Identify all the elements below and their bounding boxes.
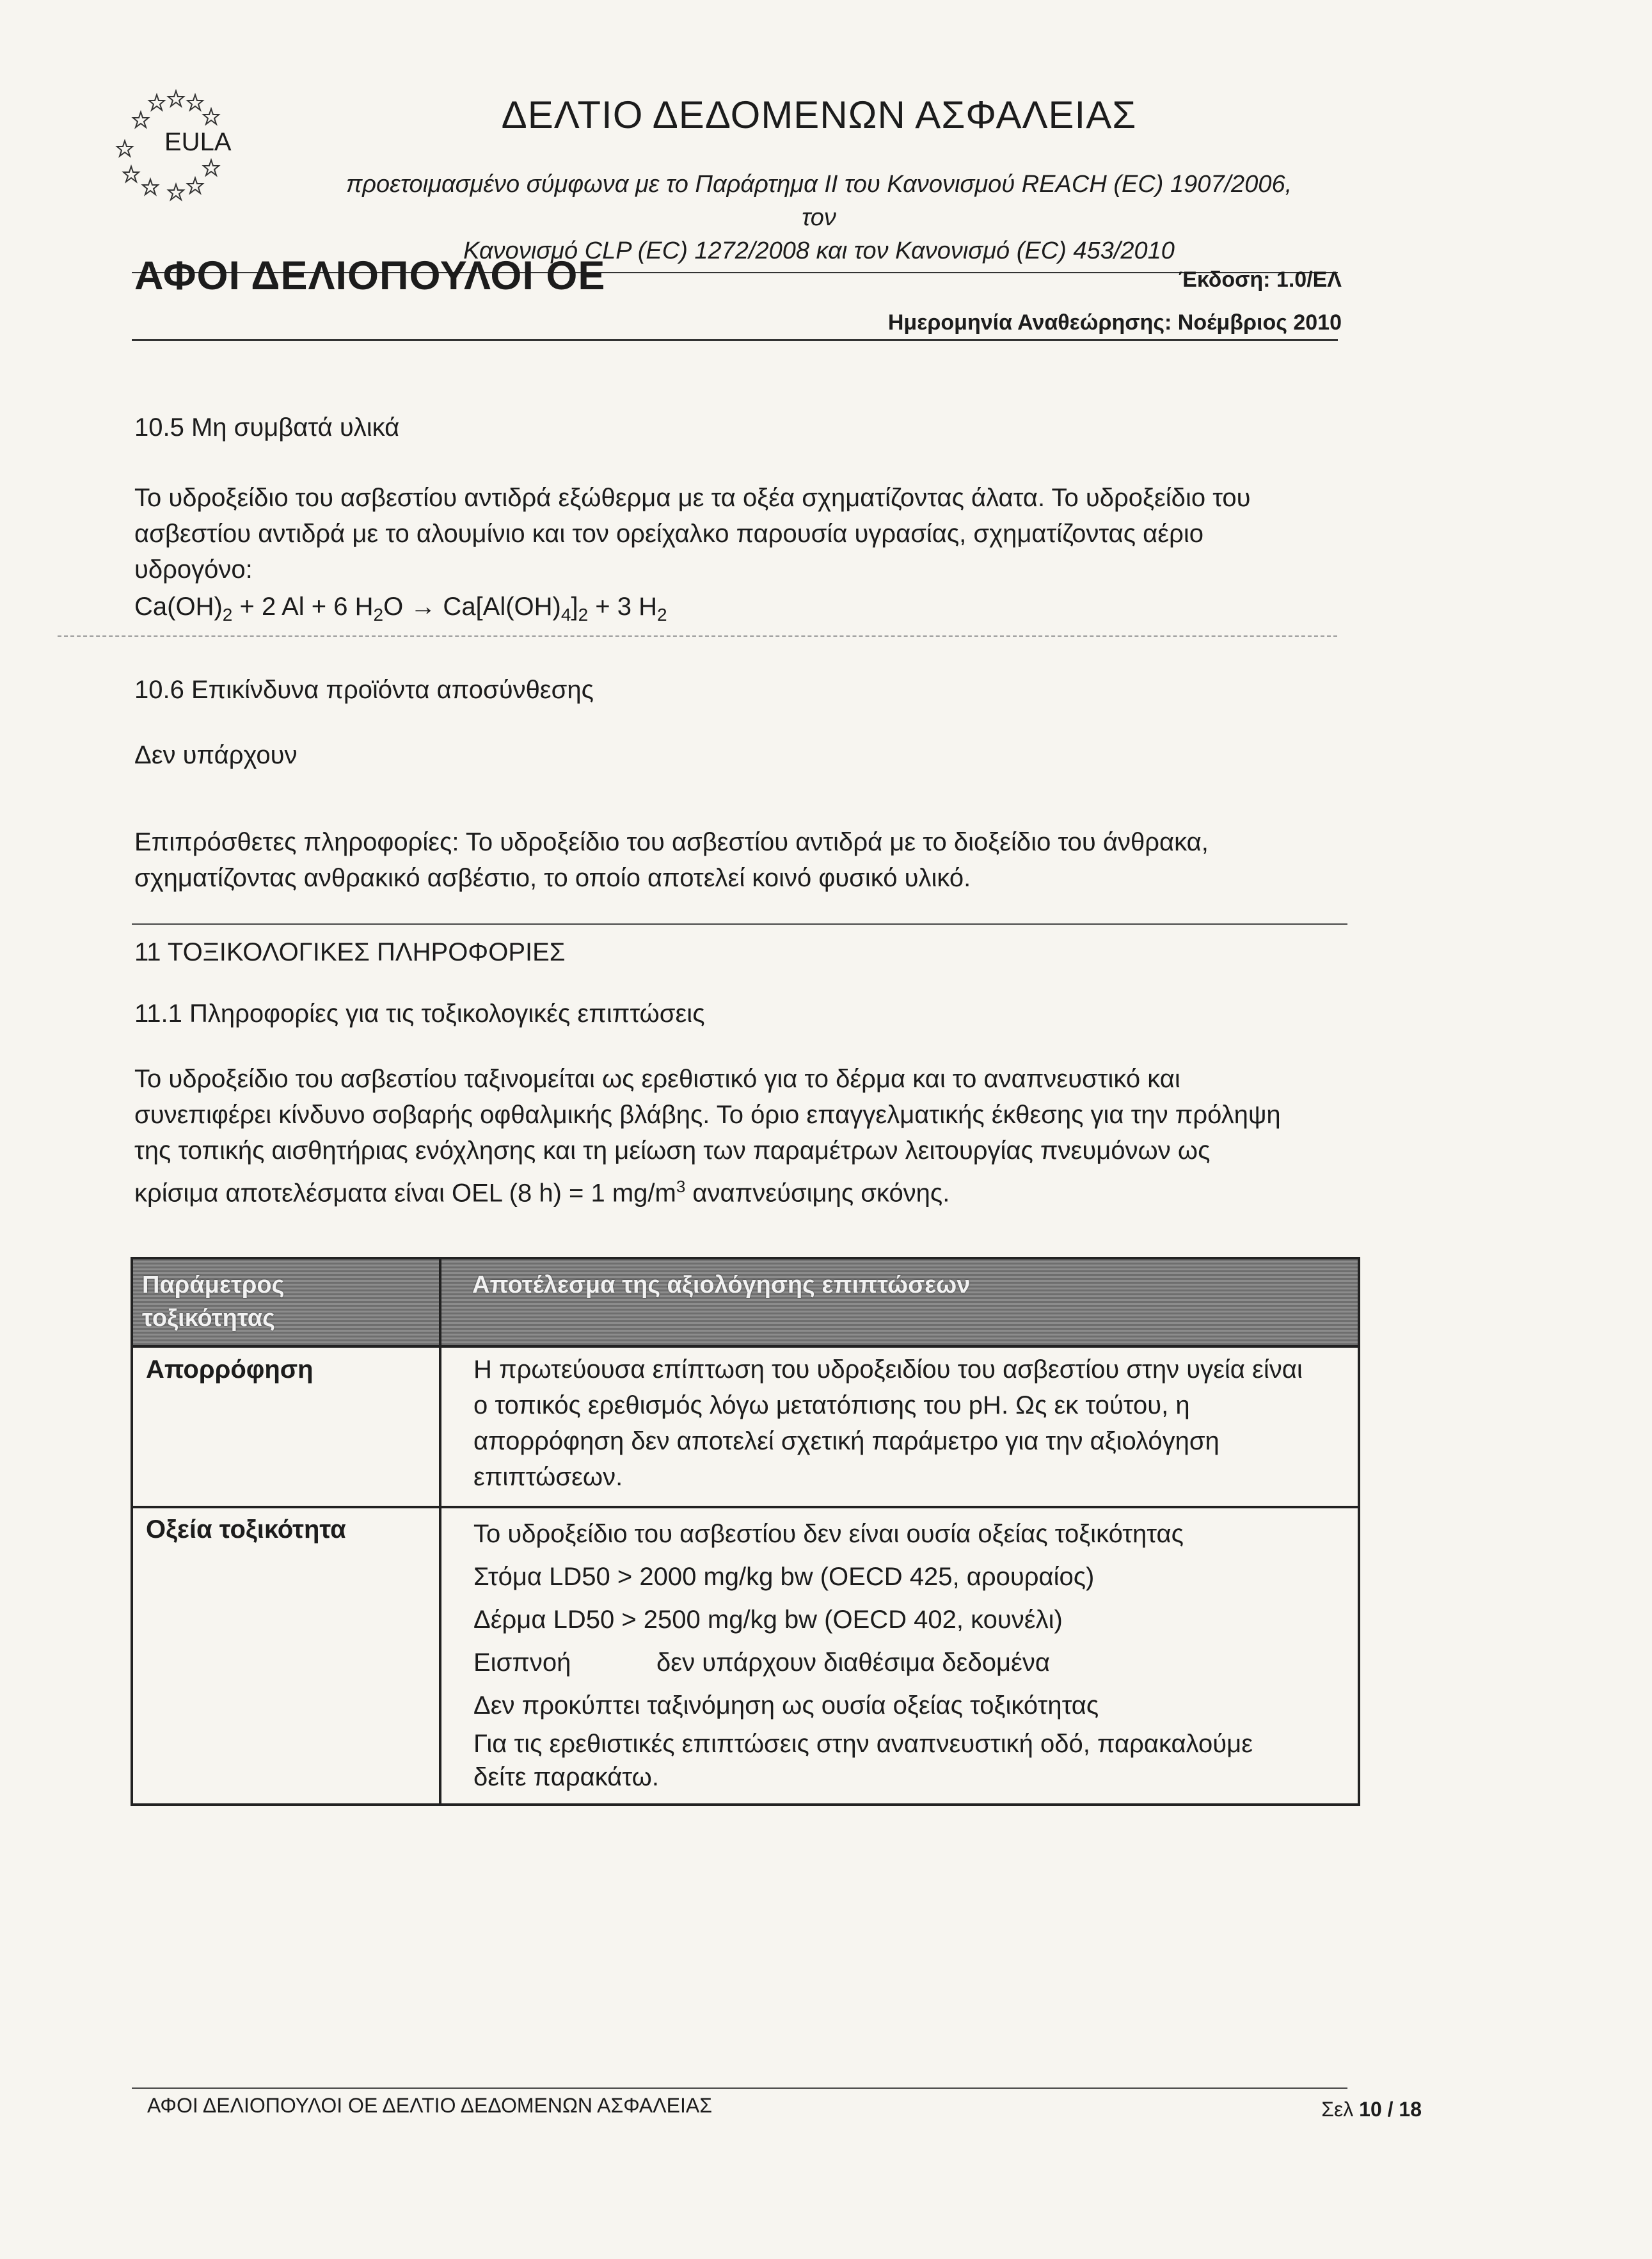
eq-subscript: 2 xyxy=(373,605,384,625)
text-line: συνεπιφέρει κίνδυνο σοβαρής οφθαλμικής βλάβης. Το όριο επαγγελματικής έκθεσης για την πρόληψη xyxy=(134,1101,1281,1129)
text-line: της τοπικής αισθητήριας ενόχλησης και τη μείωση των παραμέτρων λειτουργίας πνευμόνων ως xyxy=(134,1137,1211,1165)
eq-part: Ca(OH) xyxy=(134,593,223,621)
company-name: ΑΦΟΙ ΔΕΛΙΟΠΟΥΛΟΙ ΟΕ xyxy=(134,253,606,298)
eq-part: + 2 Al + 6 H xyxy=(232,593,374,621)
header-divider-bottom xyxy=(132,339,1338,341)
text-line: Για τις ερεθιστικές επιπτώσεις στην αναπνευστική οδό, παρακαλούμε xyxy=(473,1730,1253,1758)
text-line: ο τοπικός ερεθισμός λόγω μετατόπισης του pH. Ως εκ τούτου, η xyxy=(473,1391,1190,1419)
section-10-6-heading: 10.6 Επικίνδυνα προϊόντα αποσύνθεσης xyxy=(134,676,594,704)
column-header-parameter xyxy=(142,1268,284,1335)
table-header-row xyxy=(133,1259,1358,1348)
regulation-line-2: Κανονισμό CLP (EC) 1272/2008 και τον Κανονισμό (EC) 453/2010 xyxy=(463,237,1175,264)
eula-logo xyxy=(112,83,266,211)
arrow-icon: → xyxy=(410,593,436,621)
section-11-heading: 11 ΤΟΞΙΚΟΛΟΓΙΚΕΣ ΠΛΗΡΟΦΟΡΙΕΣ xyxy=(134,938,566,966)
text-line: υδρογόνο: xyxy=(134,555,253,584)
text-line: Το υδροξείδιο του ασβεστίου αντιδρά εξώθερμα με τα οξέα σχηματίζοντας άλατα. Το υδροξείδιο του xyxy=(134,484,1251,512)
document-title: ΔΕΛΤΙΟ ΔΕΔΟΜΕΝΩΝ ΑΣΦΑΛΕΙΑΣ xyxy=(501,93,1137,136)
eq-subscript: 2 xyxy=(657,605,667,625)
eq-part: ] xyxy=(571,593,578,621)
section-11-1-paragraph xyxy=(134,1061,1362,1211)
regulation-line-1: προετοιμασμένο σύμφωνα με το Παράρτημα II του Κανονισμού REACH (EC) 1907/2006, τον xyxy=(345,171,1292,231)
section-10-5-heading: 10.5 Μη συμβατά υλικά xyxy=(134,413,400,442)
footer-document-name: ΑΦΟΙ ΔΕΛΙΟΠΟΥΛΟΙ ΟΕ ΔΕΛΤΙΟ ΔΕΔΟΜΕΝΩΝ ΑΣΦΑΛΕΙΑΣ xyxy=(147,2094,712,2117)
page-value: 10 / 18 xyxy=(1359,2098,1422,2121)
row-text-absorption xyxy=(473,1352,1331,1495)
text-line: Το υδροξείδιο του ασβεστίου δεν είναι ουσία οξείας τοξικότητας xyxy=(473,1520,1184,1548)
logo-text: EULA xyxy=(164,128,232,156)
footer-divider xyxy=(132,2087,1347,2089)
text-line: απορρόφηση δεν αποτελεί σχετική παράμετρο για την αξιολόγηση xyxy=(473,1427,1219,1455)
text-line xyxy=(473,1727,1331,1794)
superscript: 3 xyxy=(676,1177,686,1196)
toxicity-table xyxy=(131,1257,1360,1806)
row-label-acute-toxicity: Οξεία τοξικότητα xyxy=(146,1515,346,1544)
text-part: αναπνεύσιμης σκόνης. xyxy=(685,1179,950,1208)
section-divider xyxy=(132,923,1347,925)
row-label-absorption: Απορρόφηση xyxy=(146,1355,314,1384)
column-header-result: Αποτέλεσμα της αξιολόγησης επιπτώσεων xyxy=(472,1272,971,1298)
text-line: Το υδροξείδιο του ασβεστίου ταξινομείται ως ερεθιστικό για το δέρμα και το αναπνευστικό και xyxy=(134,1065,1180,1093)
row-divider xyxy=(133,1506,1358,1508)
text-part: κρίσιμα αποτελέσματα είναι OEL (8 h) = 1 mg/m xyxy=(134,1179,676,1208)
revision-date: Ημερομηνία Αναθεώρησης: Νοέμβριος 2010 xyxy=(887,310,1342,335)
eq-subscript: 4 xyxy=(560,605,571,625)
section-10-6-text: Δεν υπάρχουν xyxy=(134,741,298,769)
eq-subscript: 2 xyxy=(222,605,233,625)
header-line: τοξικότητας xyxy=(142,1305,275,1332)
text-line: σχηματίζοντας ανθρακικό ασβέστιο, το οποίο αποτελεί κοινό φυσικό υλικό. xyxy=(134,864,971,892)
section-11-1-heading: 11.1 Πληροφορίες για τις τοξικολογικές επιπτώσεις xyxy=(134,1000,705,1028)
route-value: δεν υπάρχουν διαθέσιμα δεδομένα xyxy=(656,1648,1050,1677)
row-text-acute-toxicity xyxy=(473,1513,1331,1794)
eq-part: + 3 H xyxy=(588,593,658,621)
text-line xyxy=(473,1641,1331,1684)
additional-info-paragraph xyxy=(134,824,1362,896)
eq-part: Ca[Al(OH) xyxy=(436,593,561,621)
text-line: δείτε παρακάτω. xyxy=(473,1763,659,1791)
header-line: Παράμετρος xyxy=(142,1272,285,1298)
text-line: Δέρμα LD50 > 2500 mg/kg bw (OECD 402, κουνέλι) xyxy=(473,1606,1063,1634)
text-line: ασβεστίου αντιδρά με το αλουμίνιο και τον ορείχαλκο παρουσία υγρασίας, σχηματίζοντας αέριο xyxy=(134,520,1203,548)
eq-subscript: 2 xyxy=(578,605,589,625)
text-line: Δεν προκύπτει ταξινόμηση ως ουσία οξείας τοξικότητας xyxy=(473,1691,1099,1720)
text-line xyxy=(134,1169,1362,1211)
eq-part: O xyxy=(383,593,411,621)
text-line: Επιπρόσθετες πληροφορίες: Το υδροξείδιο του ασβεστίου αντιδρά με το διοξείδιο του άνθρακα, xyxy=(134,828,1209,856)
text-line: Στόμα LD50 > 2000 mg/kg bw (OECD 425, αρουραίος) xyxy=(473,1563,1095,1591)
text-line: επιπτώσεων. xyxy=(473,1463,623,1491)
page-prefix: Σελ xyxy=(1321,2098,1360,2121)
section-10-5-paragraph xyxy=(134,480,1376,587)
edition: Έκδοση: 1.0/ΕΛ xyxy=(1178,267,1342,292)
text-line: Η πρωτεύουσα επίπτωση του υδροξειδίου του ασβεστίου στην υγεία είναι xyxy=(473,1355,1303,1384)
footer-page-number xyxy=(1321,2098,1422,2121)
reaction-equation xyxy=(134,589,667,633)
route-label: Εισπνοή xyxy=(473,1648,571,1677)
column-divider xyxy=(439,1259,441,1803)
section-divider xyxy=(58,635,1337,637)
